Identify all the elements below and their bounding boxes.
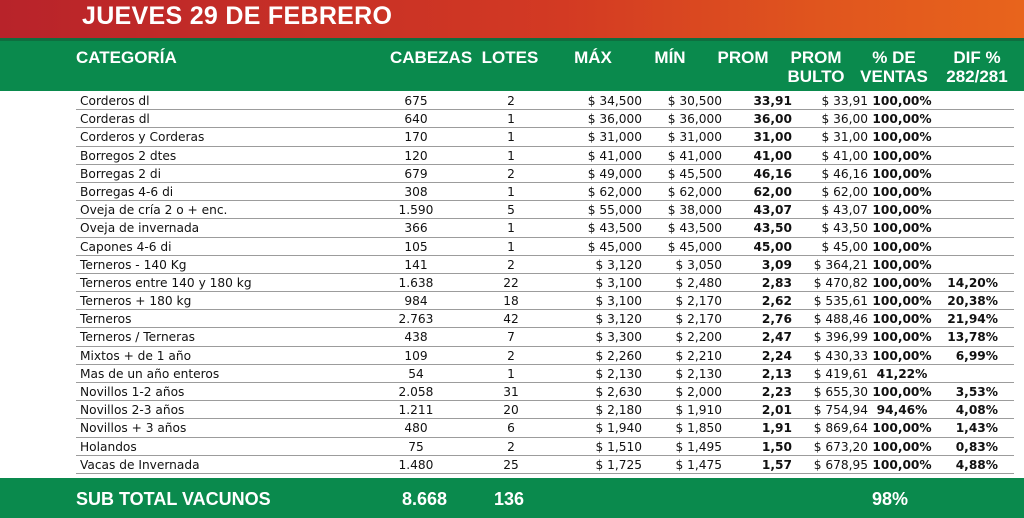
cell-dif: 4,88%	[955, 457, 998, 472]
cell-ventas: 100,00%	[872, 239, 932, 254]
cell-lotes: 20	[503, 403, 519, 418]
table-row	[76, 310, 1014, 328]
cell-prom: 33,91	[753, 94, 792, 108]
cell-lotes: 1	[507, 112, 515, 127]
cell-dif: 4,08%	[955, 403, 998, 418]
header-prom-bulto-line1: PROM	[790, 48, 842, 67]
cell-max: $ 34,500	[587, 94, 642, 108]
cell-ventas: 100,00%	[872, 457, 932, 472]
cell-max: $ 31,000	[587, 130, 642, 145]
cell-min: $ 36,000	[667, 112, 722, 127]
cell-cabezas: 438	[404, 330, 428, 345]
cell-lotes: 7	[507, 330, 515, 345]
table-row	[76, 328, 1014, 346]
cell-cabezas: 105	[404, 239, 428, 254]
cell-categoria: Mixtos + de 1 año	[80, 348, 192, 363]
cell-min: $ 2,130	[675, 366, 722, 381]
cell-lotes: 2	[507, 257, 515, 272]
cell-ventas: 100,00%	[872, 184, 932, 199]
header-dif	[940, 48, 1014, 86]
table-row	[76, 438, 1014, 456]
cell-prom: 2,83	[761, 275, 792, 290]
table-body	[76, 92, 1014, 474]
cell-categoria: Terneros + 180 kg	[80, 294, 192, 309]
cell-categoria: Oveja de invernada	[80, 221, 200, 236]
cell-ventas: 100,00%	[872, 348, 932, 363]
cell-prom: 1,91	[761, 421, 792, 436]
cell-max: $ 2,180	[595, 403, 642, 418]
table-row	[76, 110, 1014, 128]
subtotal-cabezas: 8.668	[402, 489, 448, 509]
cell-min: $ 30,500	[667, 94, 722, 108]
cell-max: $ 1,725	[595, 457, 642, 472]
cell-min: $ 41,000	[667, 148, 722, 163]
cell-max: $ 49,000	[587, 166, 642, 181]
cell-ventas: 100,00%	[872, 385, 932, 399]
table-row	[76, 256, 1014, 274]
cell-cabezas: 679	[404, 166, 428, 181]
cell-categoria: Novillos + 3 años	[80, 421, 187, 436]
cell-dif: 1,43%	[955, 421, 998, 436]
cell-min: $ 1,910	[675, 403, 722, 418]
header-lotes: LOTES	[481, 48, 539, 67]
cell-lotes: 1	[507, 366, 515, 381]
cell-ventas: 100,00%	[872, 203, 932, 218]
header-prom-bulto-line2: BULTO	[787, 67, 845, 86]
cell-prom-bulto: $ 535,61	[813, 294, 868, 309]
cell-prom-bulto: $ 430,33	[813, 348, 868, 363]
cell-prom: 43,07	[753, 203, 792, 218]
cell-ventas: 100,00%	[872, 130, 932, 145]
table-row	[76, 183, 1014, 201]
cell-cabezas: 480	[404, 421, 428, 436]
cell-cabezas: 640	[404, 112, 428, 127]
cell-cabezas: 109	[404, 348, 428, 363]
cell-prom-bulto: $ 46,16	[821, 166, 868, 181]
cell-lotes: 2	[507, 439, 515, 454]
cell-lotes: 1	[507, 239, 515, 254]
cell-prom: 62,00	[753, 184, 792, 199]
table-row	[76, 456, 1014, 474]
table-row	[76, 238, 1014, 256]
cell-cabezas: 170	[404, 130, 428, 145]
cell-categoria: Terneros entre 140 y 180 kg	[80, 275, 252, 290]
cell-prom-bulto: $ 41,00	[821, 148, 868, 163]
cell-categoria: Terneros / Terneras	[80, 330, 196, 345]
header-prom: PROM	[717, 48, 769, 67]
cell-dif: 14,20%	[947, 275, 998, 290]
cell-min: $ 1,850	[675, 421, 722, 436]
cell-prom: 2,62	[761, 294, 792, 309]
table-row	[76, 292, 1014, 310]
cell-prom: 2,76	[761, 312, 792, 327]
table-row	[76, 147, 1014, 165]
cell-dif: 13,78%	[947, 330, 998, 345]
cell-max: $ 36,000	[587, 112, 642, 127]
table-row	[76, 347, 1014, 365]
cell-ventas: 100,00%	[872, 421, 932, 436]
table-row	[76, 401, 1014, 419]
cell-prom-bulto: $ 678,95	[813, 457, 868, 472]
cell-ventas: 100,00%	[872, 148, 932, 163]
cell-prom-bulto: $ 655,30	[813, 385, 868, 399]
cell-lotes: 2	[507, 94, 515, 108]
cell-prom-bulto: $ 673,20	[813, 439, 868, 454]
table-row	[76, 419, 1014, 437]
cell-prom-bulto: $ 36,00	[821, 112, 868, 127]
cell-cabezas: 675	[404, 94, 428, 108]
cell-categoria: Corderos y Corderas	[80, 130, 205, 145]
cell-prom: 1,50	[761, 439, 792, 454]
subtotal-label: SUB TOTAL VACUNOS	[76, 489, 271, 509]
cell-lotes: 25	[503, 457, 519, 472]
title-bar	[0, 0, 1024, 38]
table-row	[76, 219, 1014, 237]
cell-prom: 31,00	[753, 130, 792, 145]
table-row	[76, 165, 1014, 183]
table-row	[76, 365, 1014, 383]
cell-prom: 1,57	[761, 457, 792, 472]
subtotal-bar	[0, 478, 1024, 518]
cell-prom-bulto: $ 62,00	[821, 184, 868, 199]
cell-prom-bulto: $ 43,50	[821, 221, 868, 236]
header-cabezas: CABEZAS	[390, 48, 473, 67]
cell-categoria: Novillos 2-3 años	[80, 403, 185, 418]
header-dif-line2: 282/281	[946, 67, 1008, 86]
cell-prom: 2,24	[761, 348, 792, 363]
cell-categoria: Borregas 2 di	[80, 166, 162, 181]
cell-min: $ 3,050	[675, 257, 722, 272]
cell-min: $ 2,210	[675, 348, 722, 363]
cell-categoria: Terneros - 140 Kg	[80, 257, 187, 272]
cell-categoria: Vacas de Invernada	[80, 457, 200, 472]
cell-categoria: Oveja de cría 2 o + enc.	[80, 203, 228, 218]
cell-max: $ 43,500	[587, 221, 642, 236]
cell-cabezas: 54	[408, 366, 424, 381]
cell-max: $ 2,260	[595, 348, 642, 363]
cell-max: $ 2,130	[595, 366, 642, 381]
cell-dif: 0,83%	[955, 439, 998, 454]
cell-max: $ 3,120	[595, 257, 642, 272]
cell-cabezas: 366	[404, 221, 428, 236]
cell-min: $ 43,500	[667, 221, 722, 236]
cell-prom: 2,47	[761, 330, 792, 345]
cell-cabezas: 75	[408, 439, 424, 454]
cell-prom-bulto: $ 396,99	[813, 330, 868, 345]
cell-dif: 20,38%	[947, 294, 998, 309]
cell-lotes: 1	[507, 221, 515, 236]
cell-min: $ 2,170	[675, 312, 722, 327]
cell-dif: 21,94%	[947, 312, 998, 327]
cell-max: $ 41,000	[587, 148, 642, 163]
cell-max: $ 2,630	[595, 385, 642, 399]
cell-cabezas: 308	[404, 184, 428, 199]
cell-lotes: 31	[503, 385, 519, 399]
cell-categoria: Borregos 2 dtes	[80, 148, 177, 163]
subtotal-lotes: 136	[494, 489, 525, 509]
cell-ventas: 100,00%	[872, 257, 932, 272]
cell-min: $ 31,000	[667, 130, 722, 145]
cell-prom-bulto: $ 488,46	[813, 312, 868, 327]
cell-lotes: 42	[503, 312, 519, 327]
header-prom-bulto	[784, 48, 848, 86]
cell-prom-bulto: $ 419,61	[813, 366, 868, 381]
cell-lotes: 5	[507, 203, 515, 218]
cell-prom: 2,13	[761, 366, 792, 381]
cell-dif: 3,53%	[955, 385, 998, 399]
cell-prom: 46,16	[753, 166, 792, 181]
header-ventas	[858, 48, 930, 86]
cell-prom: 36,00	[753, 112, 792, 127]
cell-min: $ 45,500	[667, 166, 722, 181]
cell-categoria: Terneros	[80, 312, 132, 327]
cell-ventas: 100,00%	[872, 112, 932, 127]
cell-max: $ 55,000	[587, 203, 642, 218]
cell-cabezas: 141	[404, 257, 428, 272]
cell-max: $ 3,100	[595, 294, 642, 309]
table-row	[76, 128, 1014, 146]
header-categoria: CATEGORÍA	[76, 48, 177, 67]
cell-ventas: 100,00%	[872, 275, 932, 290]
cell-lotes: 1	[507, 148, 515, 163]
cell-lotes: 22	[503, 275, 519, 290]
cell-prom: 2,23	[761, 385, 792, 399]
cell-categoria: Corderos dl	[80, 94, 150, 108]
table-row	[76, 274, 1014, 292]
cell-lotes: 2	[507, 166, 515, 181]
table-row	[76, 201, 1014, 219]
cell-ventas: 100,00%	[872, 166, 932, 181]
cell-cabezas: 120	[404, 148, 428, 163]
cell-ventas: 100,00%	[872, 294, 932, 309]
cell-categoria: Holandos	[80, 439, 137, 454]
header-min: MÍN	[654, 48, 686, 67]
cell-min: $ 2,170	[675, 294, 722, 309]
cell-min: $ 1,475	[675, 457, 722, 472]
cell-cabezas: 1.638	[398, 275, 434, 290]
subtotal-ventas: 98%	[872, 489, 909, 509]
cell-categoria: Corderas dl	[80, 112, 150, 127]
cell-prom-bulto: $ 45,00	[821, 239, 868, 254]
cell-prom-bulto: $ 33,91	[821, 94, 868, 108]
cell-min: $ 2,480	[675, 275, 722, 290]
cell-ventas: 41,22%	[876, 366, 928, 381]
cell-cabezas: 1.590	[398, 203, 434, 218]
cell-max: $ 3,300	[595, 330, 642, 345]
header-max: MÁX	[574, 48, 612, 67]
cell-min: $ 2,000	[675, 385, 722, 399]
cell-max: $ 3,100	[595, 275, 642, 290]
page-title: JUEVES 29 DE FEBRERO	[82, 2, 393, 30]
cell-ventas: 100,00%	[872, 221, 932, 236]
cell-prom-bulto: $ 869,64	[813, 421, 868, 436]
cell-max: $ 1,940	[595, 421, 642, 436]
cell-max: $ 45,000	[587, 239, 642, 254]
cell-prom: 41,00	[753, 148, 792, 163]
header-ventas-line1: % DE	[872, 48, 916, 67]
cell-min: $ 45,000	[667, 239, 722, 254]
cell-min: $ 1,495	[675, 439, 722, 454]
cell-prom: 3,09	[761, 257, 792, 272]
cell-max: $ 1,510	[595, 439, 642, 454]
cell-cabezas: 2.763	[398, 312, 434, 327]
cell-categoria: Mas de un año enteros	[80, 366, 220, 381]
cell-ventas: 94,46%	[876, 403, 928, 418]
cell-lotes: 6	[507, 421, 515, 436]
cell-prom: 2,01	[761, 403, 792, 418]
cell-categoria: Novillos 1-2 años	[80, 385, 185, 399]
header-dif-line1: DIF %	[953, 48, 1001, 67]
cell-dif: 6,99%	[955, 348, 998, 363]
cell-prom-bulto: $ 364,21	[813, 257, 868, 272]
cell-categoria: Borregas 4-6 di	[80, 184, 174, 199]
cell-ventas: 100,00%	[872, 94, 932, 108]
table-header	[0, 38, 1024, 91]
cell-min: $ 62,000	[667, 184, 722, 199]
cell-lotes: 1	[507, 184, 515, 199]
cell-min: $ 2,200	[675, 330, 722, 345]
cell-cabezas: 1.211	[398, 403, 434, 418]
header-ventas-line2: VENTAS	[860, 67, 928, 86]
cell-prom-bulto: $ 470,82	[813, 275, 868, 290]
cell-max: $ 62,000	[587, 184, 642, 199]
table-row	[76, 383, 1014, 401]
cell-prom: 45,00	[753, 239, 792, 254]
cell-lotes: 2	[507, 348, 515, 363]
cell-prom-bulto: $ 31,00	[821, 130, 868, 145]
cell-ventas: 100,00%	[872, 330, 932, 345]
table-row	[76, 92, 1014, 110]
cell-max: $ 3,120	[595, 312, 642, 327]
cell-prom-bulto: $ 754,94	[813, 403, 868, 418]
cell-prom: 43,50	[753, 221, 792, 236]
cell-ventas: 100,00%	[872, 439, 932, 454]
cell-cabezas: 2.058	[398, 385, 434, 399]
cell-min: $ 38,000	[667, 203, 722, 218]
cell-lotes: 18	[503, 294, 519, 309]
cell-categoria: Capones 4-6 di	[80, 239, 172, 254]
cell-lotes: 1	[507, 130, 515, 145]
cell-cabezas: 1.480	[398, 457, 434, 472]
cell-ventas: 100,00%	[872, 312, 932, 327]
cell-prom-bulto: $ 43,07	[821, 203, 868, 218]
cell-cabezas: 984	[404, 294, 428, 309]
